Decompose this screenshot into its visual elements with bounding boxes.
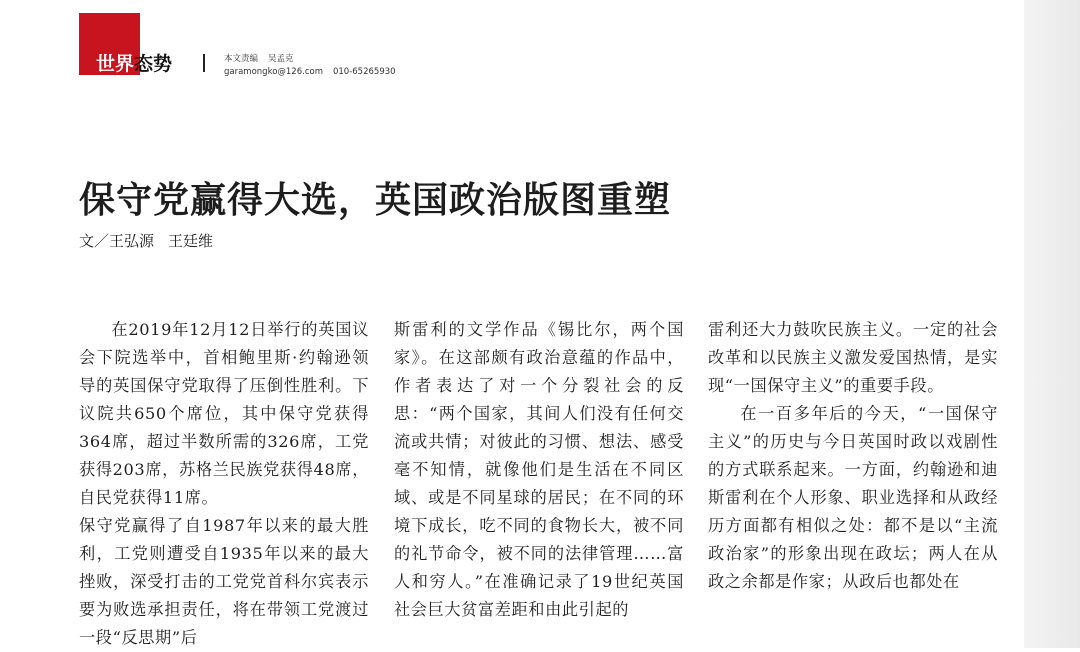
text-column-3	[708, 316, 998, 596]
editor-line	[224, 53, 396, 66]
author-2: 王廷维	[168, 232, 214, 250]
paragraph: 斯雷利的文学作品《锡比尔，两个国家》。在这部颇有政治意蕴的作品中，作者表达了对一个分裂社会的反思：“两个国家，其间人们没有任何交流或共情；对彼此的习惯、想法、感受毫不知情，就像他们是生活在不同区域、或是不同星球的居民；在不同的环境下成长，吃不同的食物长大，被不同的礼节命令，被不同的法律管理……富人和穷人。”在准确记录了19世纪英国社会巨大贫富差距和由此引起的	[394, 320, 684, 619]
author-1: 王弘源	[109, 232, 155, 250]
page-fold-edge	[1024, 0, 1080, 648]
editor-email: garamongko@126.com	[224, 67, 323, 77]
editor-label: 本文责编	[224, 54, 259, 64]
paragraph: 在一百多年后的今天，“一国保守主义”的历史与今日英国时政以戏剧性的方式联系起来。一方面，约翰逊和迪斯雷利在个人形象、职业选择和从政经历方面都有相似之处：都不是以“主流政治家”的形象出现在政坛；两人在从政之余都是作家；从政后也都处在	[708, 404, 998, 591]
text-column-2	[394, 316, 684, 624]
paragraph: 在2019年12月12日举行的英国议会下院选举中，首相鲍里斯·约翰逊领导的英国保守党取得了压倒性胜利。下议院共650个席位，其中保守党获得364席，超过半数所需的326席，工党获得203席，苏格兰民族党获得48席，自民党获得11席。	[79, 320, 369, 507]
paragraph: 保守党赢得了自1987年以来的最大胜利，工党则遭受自1935年以来的最大挫败，深受打击的工党党首科尔宾表示要为败选承担责任，将在带领工党渡过一段“反思期”后	[79, 516, 369, 647]
paragraph: 雷利还大力鼓吹民族主义。一定的社会改革和以民族主义激发爱国热情，是实现“一国保守主义”的重要手段。	[708, 320, 998, 395]
section-logo-part2: 态势	[134, 53, 173, 75]
section-logo	[96, 51, 172, 77]
byline-prefix: 文／	[79, 232, 110, 250]
article-title: 保守党赢得大选，英国政治版图重塑	[79, 179, 672, 221]
header-divider	[203, 54, 205, 72]
editor-phone: 010-65265930	[332, 67, 396, 77]
editor-contact-line	[224, 66, 396, 79]
editor-name: 吴孟克	[268, 54, 294, 64]
section-logo-part1: 世界	[96, 53, 135, 75]
byline	[79, 231, 213, 251]
text-column-1	[79, 316, 369, 652]
editor-info	[224, 53, 396, 79]
